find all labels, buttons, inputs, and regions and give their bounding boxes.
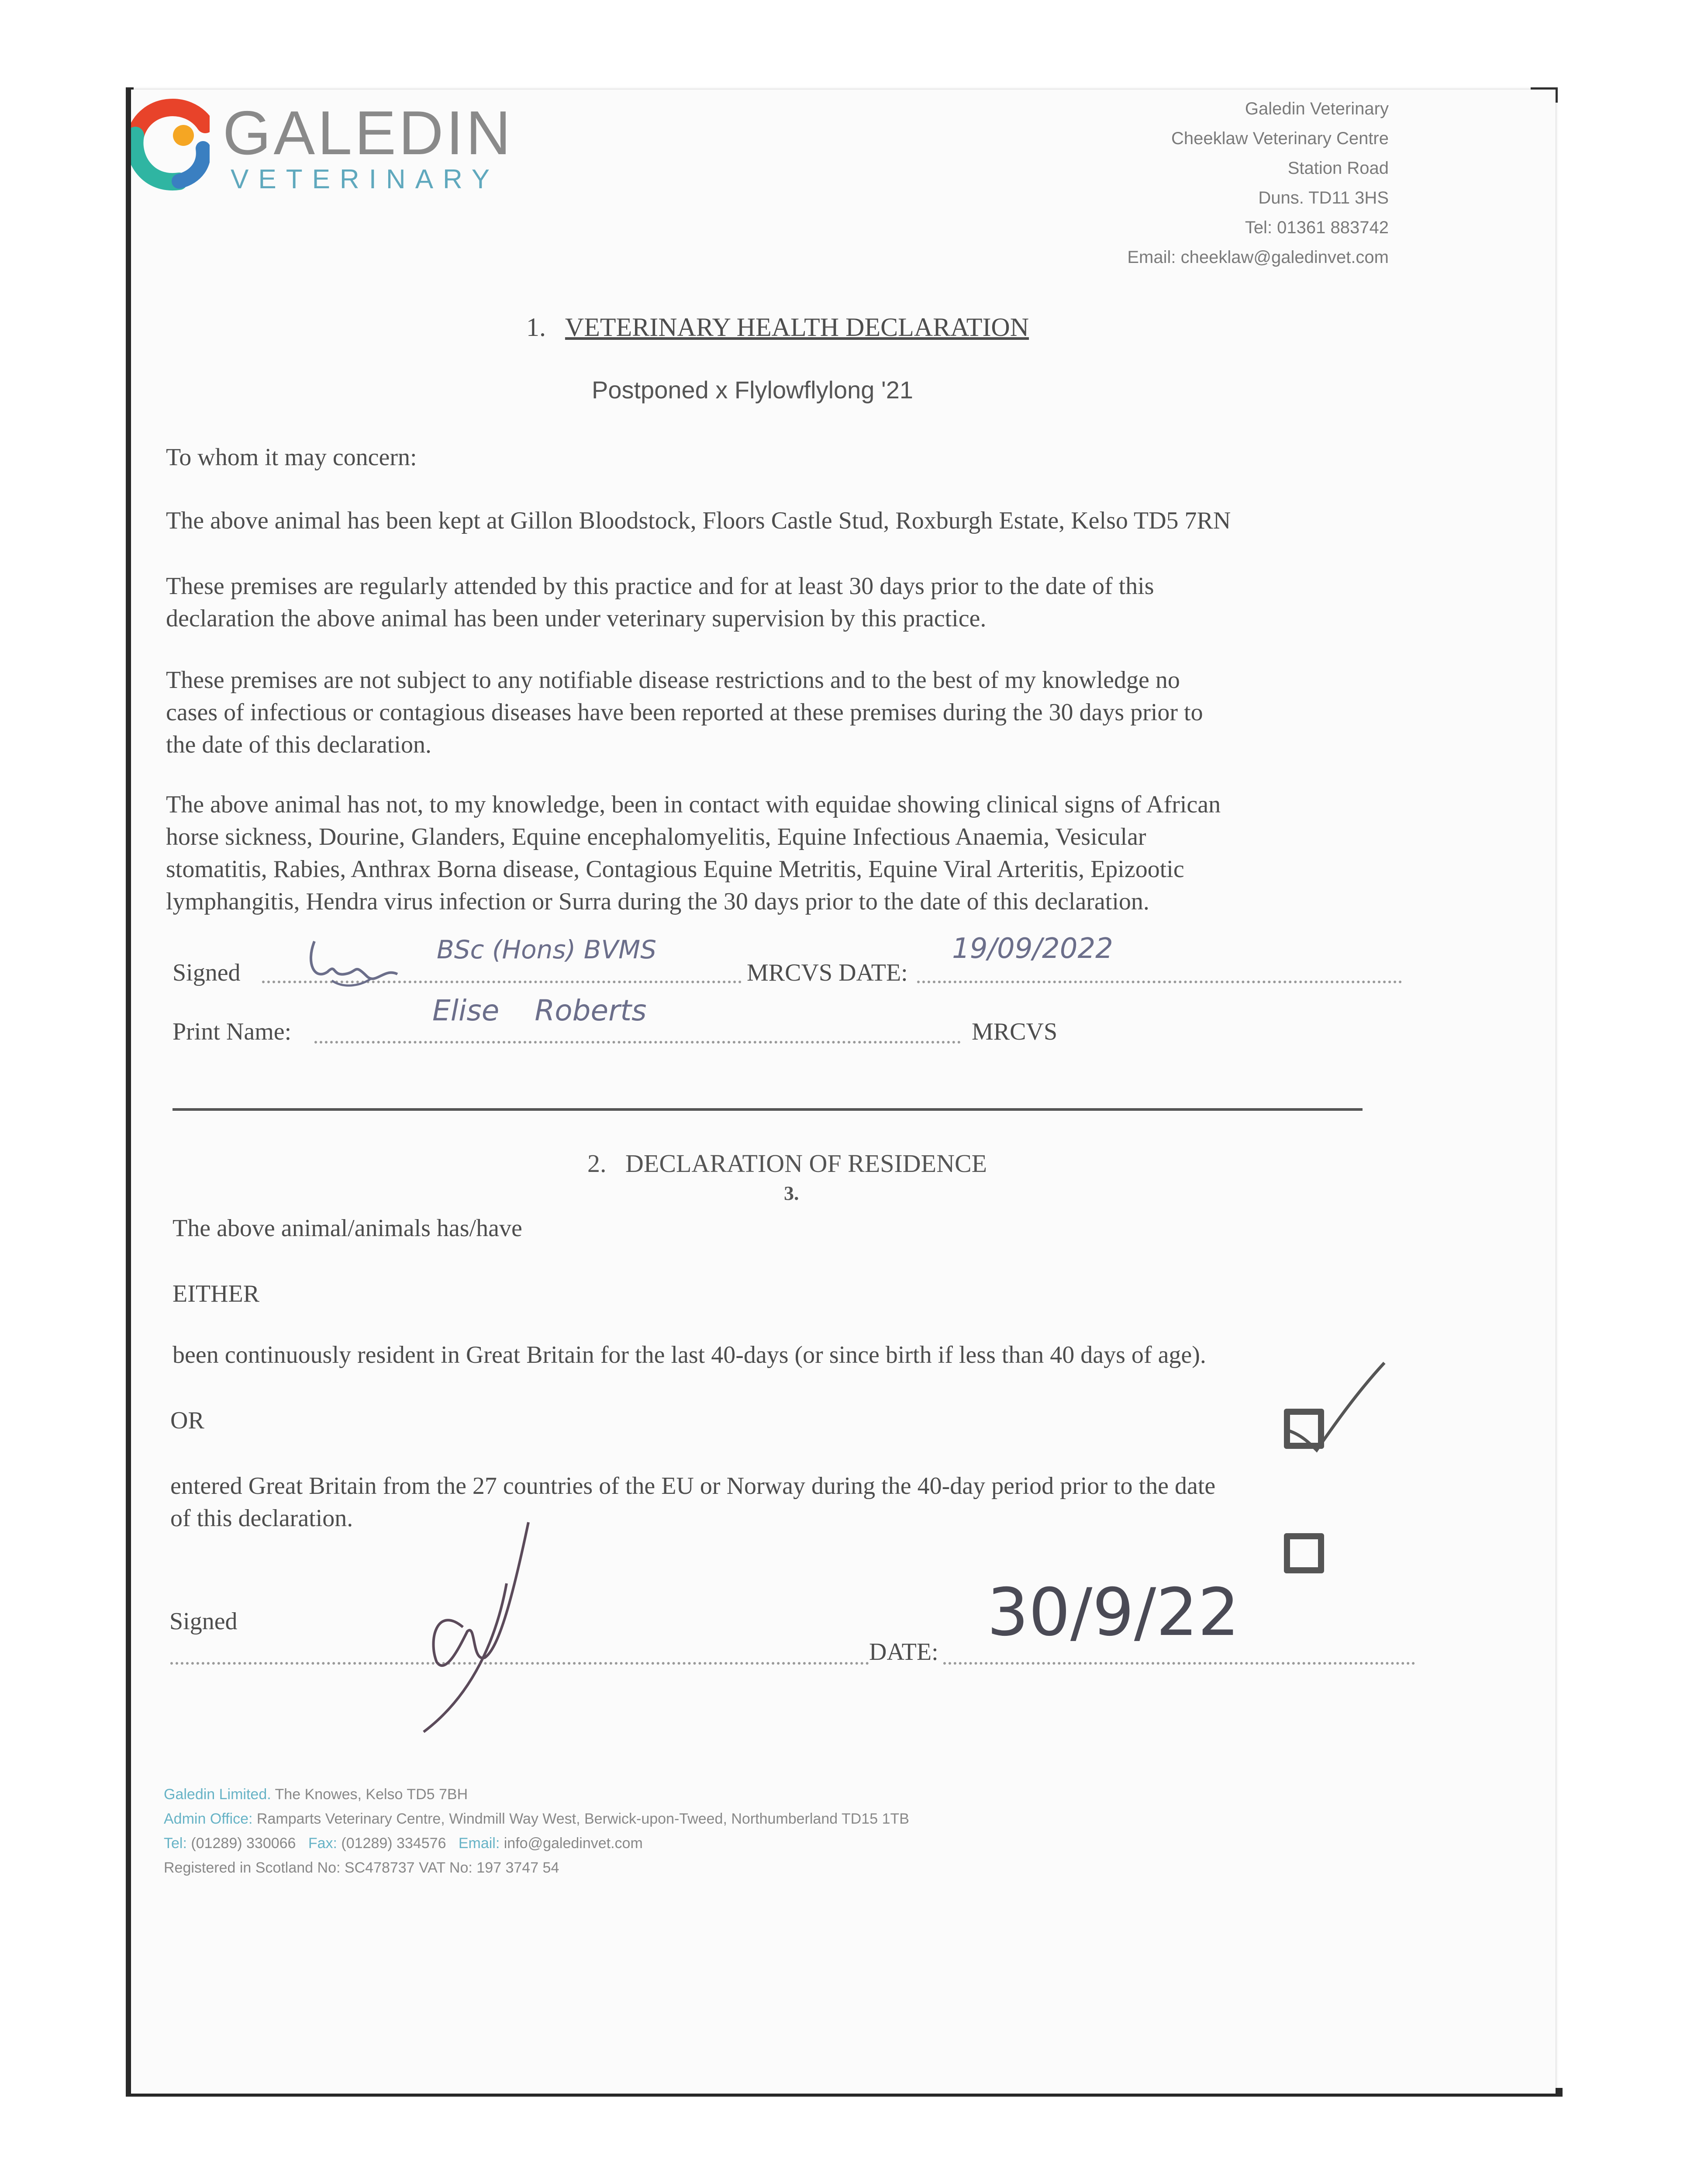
vet-signed-label: Signed [172,959,241,986]
footer-company-name: Galedin Limited. [164,1786,271,1803]
paragraph-line: of this declaration. [170,1505,353,1532]
address-line: Galedin Veterinary [1245,99,1389,118]
contact-paragraph [166,788,1221,918]
galedin-logo-icon [131,94,210,194]
owner-signature-scribble [411,1518,550,1741]
section2-subnumber: 3. [784,1182,799,1204]
address-line: Duns. TD11 3HS [1258,188,1389,207]
mrcvs-label: MRCVS [972,1018,1058,1045]
or-label: OR [170,1407,204,1434]
footer-line [164,1856,909,1880]
supervision-paragraph [166,570,1154,635]
option2-checkbox[interactable] [1284,1533,1324,1573]
paragraph-line: declaration the above animal has been under veterinary supervision by this practice. [166,605,987,632]
footer-admin-label: Admin Office: [164,1811,253,1827]
mrcvs-date-label: MRCVS DATE: [742,957,912,989]
residence-intro: The above animal/animals has/have [172,1215,522,1242]
footer-fax: (01289) 334576 [341,1835,446,1852]
owner-date-label: DATE: [869,1638,938,1666]
footer-email[interactable]: info@galedinvet.com [504,1835,643,1852]
section2-heading [587,1149,987,1178]
paragraph-line: The above animal has not, to my knowledge, been in contact with equidae showing clinical signs of African [166,791,1221,818]
footer-tel: (01289) 330066 [191,1835,296,1852]
footer-line [164,1782,909,1807]
address-line: Email: cheeklaw@galedinvet.com [1127,248,1389,267]
checkmark-icon [1284,1356,1389,1457]
either-label: EITHER [172,1280,260,1307]
paragraph-line: These premises are regularly attended by this practice and for at least 30 days prior to the date of this [166,573,1154,600]
salutation: To whom it may concern: [166,444,417,471]
brand-subname: VETERINARY [231,164,500,194]
print-name-label: Print Name: [172,1018,292,1045]
paragraph-line: These premises are not subject to any notifiable disease restrictions and to the best of my knowledge no [166,667,1180,694]
company-footer [164,1782,909,1880]
footer-admin-address: Ramparts Veterinary Centre, Windmill Way West, Berwick-upon-Tweed, Northumberland TD15 1TB [256,1811,909,1827]
vet-date-line [917,981,1402,983]
section1-number: 1. [526,313,546,342]
option1-text: been continuously resident in Great Britain for the last 40-days (or since birth if less than 40 days of age). [172,1341,1206,1368]
vet-date-handwritten: 19/09/2022 [952,933,1113,965]
owner-date-handwritten: 30/9/22 [987,1575,1240,1651]
section1-heading [526,312,1029,342]
footer-line [164,1831,909,1856]
option2-text [170,1470,1215,1534]
owner-date-line [943,1662,1415,1665]
print-name-line [314,1041,961,1044]
paragraph-line: horse sickness, Dourine, Glanders, Equine encephalomyelitis, Equine Infectious Anaemia, Vesicular [166,823,1146,850]
kept-at-paragraph: The above animal has been kept at Gillon Bloodstock, Floors Castle Stud, Roxburgh Estate, Kelso TD5 7RN [166,507,1231,534]
document-page [131,90,1556,2094]
address-line: Tel: 01361 883742 [1245,218,1389,237]
paragraph-line: entered Great Britain from the 27 countries of the EU or Norway during the 40-day period prior to the date [170,1472,1216,1500]
vet-qualifications-handwritten: BSc (Hons) BVMS [437,935,657,964]
footer-registration: Registered in Scotland No: SC478737 VAT No: 197 3747 54 [164,1859,559,1876]
owner-signed-label: Signed [169,1608,238,1635]
paragraph-line: cases of infectious or contagious diseases have been reported at these premises during the 30 days prior to [166,699,1203,726]
address-line: Station Road [1287,159,1389,178]
practice-address [1127,94,1389,272]
restrictions-paragraph [166,664,1203,761]
paragraph-line: stomatitis, Rabies, Anthrax Borna disease, Contagious Equine Metritis, Equine Viral Arteritis, Epizootic [166,856,1184,883]
paragraph-line: the date of this declaration. [166,731,431,758]
section1-title: VETERINARY HEALTH DECLARATION [565,313,1029,342]
print-name-handwritten: Elise Roberts [432,994,647,1027]
footer-fax-label: Fax: [308,1835,337,1852]
footer-company-address: The Knowes, Kelso TD5 7BH [275,1786,468,1803]
paragraph-line: lymphangitis, Hendra virus infection or Surra during the 30 days prior to the date of this declaration. [166,888,1149,915]
brand-name: GALEDIN [223,98,514,168]
footer-line [164,1807,909,1831]
section-divider [172,1108,1363,1111]
footer-tel-label: Tel: [164,1835,187,1852]
section2-title: DECLARATION OF RESIDENCE [625,1149,987,1178]
section1-subtitle: Postponed x Flylowflylong '21 [592,376,913,404]
footer-email-label: Email: [458,1835,500,1852]
vet-signature-scribble [306,933,406,994]
section2-number: 2. [587,1149,607,1178]
address-line: Cheeklaw Veterinary Centre [1171,129,1389,148]
